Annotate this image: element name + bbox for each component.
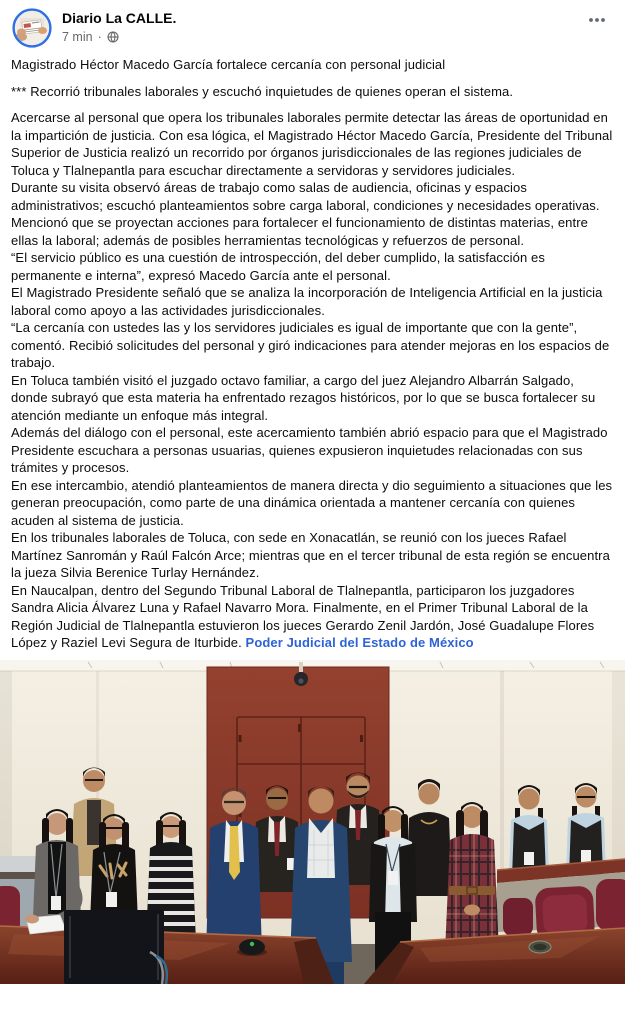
microphone-right [529,941,551,953]
meta-separator: · [97,30,102,44]
post-paragraph: El Magistrado Presidente señaló que se analiza la incorporación de Inteligencia Artificial en la justicia laboral como apoyo a las actividades jurisdiccionales. [11,285,603,318]
three-dots-icon [588,17,606,23]
courtroom-group-photo [0,660,625,984]
post-paragraph-text: En Naucalpan, dentro del Segundo Tribunal Laboral de Tlalnepantla, participaron los juzgadores Sandra Alicia Álvarez Luna y Rafael Navarro Mora. Finalmente, en el Primer Tribunal Laboral de la Región Judicial de Tlalnepantla estuvieron los jueces Gerardo Zenil Jardón, José Guadalupe Flores López y Raziel Levi Segura de Iturbide. [11,582,595,650]
post-subtitle: *** Recorrió tribunales laborales y escuchó inquietudes de quienes operan el sistema. [11,83,514,99]
page-name[interactable]: Diario La CALLE. [62,10,177,26]
post-paragraph: “La cercanía con ustedes las y los servidores judiciales es igual de importante que con la gente”, comentó. Recibió solicitudes del personal y giró indicaciones para atender mejoras en los espacios de trabajo. [11,320,610,370]
post-paragraph: Mencionó que se proyectan acciones para fortalecer el funcionamiento de distintas materias, entre ellas la laboral; además de posibles herramientas tecnológicas y refuerzos de personal. [11,215,588,248]
post-paragraph: Acercarse al personal que opera los tribunales laborales permite detectar las áreas de oportunidad en la impartición de justicia. Con esa lógica, el Magistrado Héctor Macedo García, Presidente del Tribunal Superior de Justicia realizó un recorrido por órganos jurisdiccionales de las regiones judiciales de Toluca y Tlalnepantla para escuchar directamente a servidoras y servidores judiciales. [11,110,613,178]
post-meta [62,29,176,45]
page-avatar[interactable] [12,8,52,48]
post-paragraph: En ese intercambio, atendió planteamientos de manera directa y dio seguimiento a situaciones que les generan preocupación, como parte de una dinámica orientada a mantener cercanía con quienes acuden al sistema de justicia. [11,477,613,528]
newspaper-in-hands-logo [12,8,52,48]
post-header [0,0,625,54]
post-paragraph: “El servicio público es una cuestión de introspección, del deber cumplido, la satisfacción es permanente e interna”, expresó Macedo García ante el personal. [11,250,545,283]
post-paragraph: En los tribunales laborales de Toluca, con sede en Xonacatlán, se reunió con los jueces Rafael Martínez Sanromán y Raúl Falcón Arce; mientras que en el tercer tribunal de esta región se encuentra la jueza Silvia Berenice Turlay Hernández. [11,530,610,580]
timestamp[interactable]: 7 min [62,30,93,44]
post-photo[interactable] [0,660,625,984]
post-paragraph: Durante su visita observó áreas de trabajo como salas de audiencia, oficinas y espacios administrativos; escuchó planteamientos sobre carga laboral, condiciones y necesidades operativas. [11,180,600,213]
globe-icon [107,31,119,43]
header-text [62,9,176,45]
page-tag-link[interactable]: Poder Judicial del Estado de México [245,635,474,650]
post-paragraph: En Toluca también visitó el juzgado octavo familiar, a cargo del juez Alejandro Albarrán Salgado, donde subrayó que esta materia ha enfrentado rezagos históricos, por lo que se busca fortalecer su atención mediante un enfoque más integral. [11,372,596,423]
post-paragraph: Además del diálogo con el personal, este acercamiento también abrió espacio para que el Magistrado Presidente escuchara a personas usuarias, quienes expusieron inquietudes relacionadas con sus trámites y procesos. [11,425,608,475]
post-text [0,54,625,652]
post-title: Magistrado Héctor Macedo García fortalece cercanía con personal judicial [11,57,446,72]
computer-tower [64,910,167,984]
more-options-button[interactable] [581,6,613,34]
paper-on-desk [25,914,66,934]
post-last-paragraph [11,582,614,652]
